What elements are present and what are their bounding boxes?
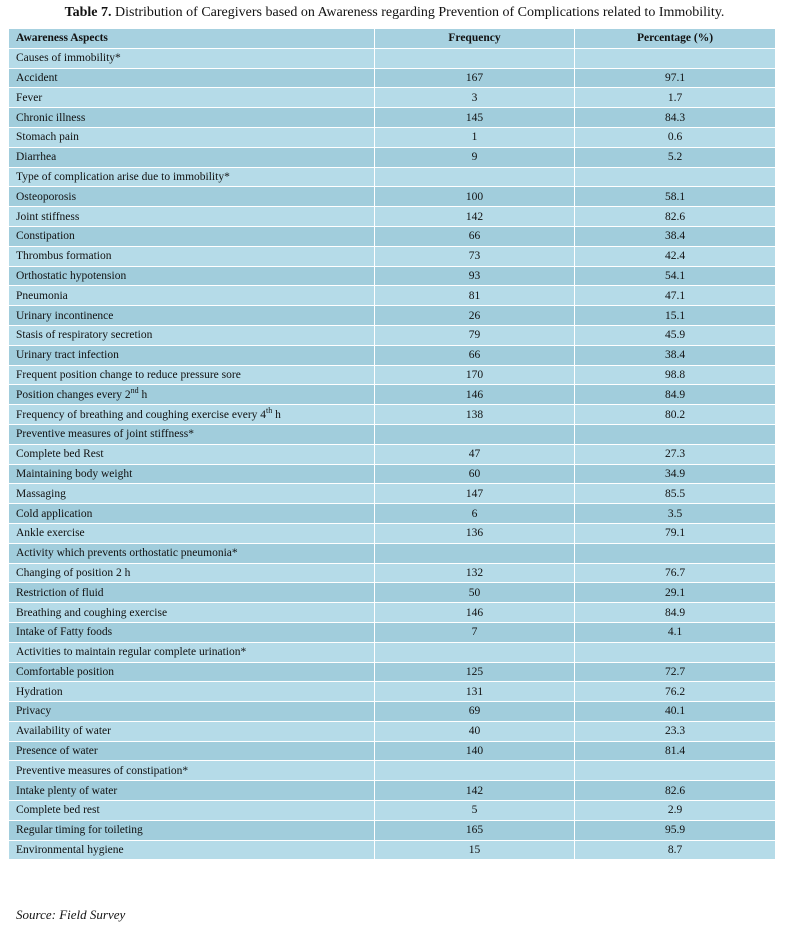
row-label bbox=[9, 108, 375, 128]
row-label bbox=[9, 306, 375, 326]
percentage-cell: 97.1 bbox=[575, 68, 776, 88]
row-label-text: Changing of position 2 h bbox=[16, 566, 131, 579]
row-label-text: Intake plenty of water bbox=[16, 784, 118, 797]
table-row bbox=[9, 642, 776, 662]
percentage-cell: 72.7 bbox=[575, 662, 776, 682]
frequency-cell: 40 bbox=[375, 721, 575, 741]
row-label-text: Activities to maintain regular complete urination* bbox=[16, 646, 247, 659]
percentage-cell bbox=[575, 48, 776, 68]
frequency-cell: 142 bbox=[375, 781, 575, 801]
percentage-cell: 4.1 bbox=[575, 622, 776, 642]
table-row bbox=[9, 702, 776, 722]
header-awareness-aspects: Awareness Aspects bbox=[9, 29, 375, 49]
row-label-text: Breathing and coughing exercise bbox=[16, 606, 168, 619]
percentage-cell: 98.8 bbox=[575, 365, 776, 385]
row-label-text: Maintaining body weight bbox=[16, 467, 133, 480]
frequency-cell: 132 bbox=[375, 563, 575, 583]
frequency-cell bbox=[375, 424, 575, 444]
table-row bbox=[9, 306, 776, 326]
row-label-text: Osteoporosis bbox=[16, 190, 77, 203]
percentage-cell: 27.3 bbox=[575, 444, 776, 464]
row-label-text: Hydration bbox=[16, 685, 63, 698]
percentage-cell: 40.1 bbox=[575, 702, 776, 722]
percentage-cell: 38.4 bbox=[575, 345, 776, 365]
percentage-cell bbox=[575, 167, 776, 187]
frequency-cell: 66 bbox=[375, 226, 575, 246]
row-label bbox=[9, 127, 375, 147]
row-label-text: Accident bbox=[16, 71, 58, 84]
source-note: Source: Field Survey bbox=[16, 907, 126, 922]
row-label-suffix: h bbox=[138, 388, 148, 401]
table-number: Table 7. bbox=[64, 5, 112, 20]
row-label-text: Complete bed Rest bbox=[16, 448, 104, 461]
row-label bbox=[9, 801, 375, 821]
frequency-cell: 140 bbox=[375, 741, 575, 761]
row-label bbox=[9, 405, 375, 425]
header-percentage: Percentage (%) bbox=[575, 29, 776, 49]
table-row bbox=[9, 405, 776, 425]
row-label bbox=[9, 167, 375, 187]
table-row bbox=[9, 543, 776, 563]
frequency-cell: 1 bbox=[375, 127, 575, 147]
table-body bbox=[9, 48, 776, 860]
frequency-cell: 142 bbox=[375, 207, 575, 227]
row-label-text: Orthostatic hypotension bbox=[16, 269, 127, 282]
frequency-cell bbox=[375, 761, 575, 781]
table-header-row bbox=[9, 29, 776, 49]
row-label bbox=[9, 702, 375, 722]
frequency-cell: 15 bbox=[375, 840, 575, 860]
frequency-cell: 60 bbox=[375, 464, 575, 484]
table-row bbox=[9, 167, 776, 187]
table-row bbox=[9, 246, 776, 266]
row-label bbox=[9, 820, 375, 840]
table-row bbox=[9, 127, 776, 147]
row-label-text: Restriction of fluid bbox=[16, 586, 104, 599]
frequency-cell: 26 bbox=[375, 306, 575, 326]
row-label bbox=[9, 187, 375, 207]
frequency-cell: 165 bbox=[375, 820, 575, 840]
row-label bbox=[9, 424, 375, 444]
frequency-cell: 146 bbox=[375, 385, 575, 405]
frequency-cell: 50 bbox=[375, 583, 575, 603]
table-row bbox=[9, 207, 776, 227]
row-label-text: Regular timing for toileting bbox=[16, 824, 143, 837]
row-label bbox=[9, 325, 375, 345]
frequency-cell: 5 bbox=[375, 801, 575, 821]
row-label bbox=[9, 147, 375, 167]
percentage-cell: 81.4 bbox=[575, 741, 776, 761]
row-label-text: Ankle exercise bbox=[16, 527, 85, 540]
header-frequency: Frequency bbox=[375, 29, 575, 49]
row-label bbox=[9, 385, 375, 405]
row-label bbox=[9, 504, 375, 524]
row-label-text: Activity which prevents orthostatic pneumonia* bbox=[16, 547, 238, 560]
awareness-table bbox=[8, 28, 776, 860]
table-row bbox=[9, 721, 776, 741]
frequency-cell: 145 bbox=[375, 108, 575, 128]
frequency-cell: 136 bbox=[375, 523, 575, 543]
percentage-cell: 42.4 bbox=[575, 246, 776, 266]
percentage-cell: 58.1 bbox=[575, 187, 776, 207]
frequency-cell: 66 bbox=[375, 345, 575, 365]
row-label bbox=[9, 207, 375, 227]
row-label-superscript: th bbox=[266, 405, 273, 415]
row-label-suffix: h bbox=[272, 408, 281, 421]
row-label bbox=[9, 603, 375, 623]
percentage-cell: 2.9 bbox=[575, 801, 776, 821]
percentage-cell: 5.2 bbox=[575, 147, 776, 167]
table-row bbox=[9, 603, 776, 623]
row-label bbox=[9, 682, 375, 702]
table-row bbox=[9, 266, 776, 286]
frequency-cell bbox=[375, 167, 575, 187]
percentage-cell: 84.9 bbox=[575, 603, 776, 623]
percentage-cell: 82.6 bbox=[575, 207, 776, 227]
table-row bbox=[9, 48, 776, 68]
row-label-text: Causes of immobility* bbox=[16, 52, 121, 65]
row-label-text: Cold application bbox=[16, 507, 93, 520]
row-label-text: Chronic illness bbox=[16, 111, 86, 124]
table-row bbox=[9, 761, 776, 781]
frequency-cell bbox=[375, 48, 575, 68]
row-label bbox=[9, 721, 375, 741]
frequency-cell: 146 bbox=[375, 603, 575, 623]
percentage-cell: 1.7 bbox=[575, 88, 776, 108]
table-row bbox=[9, 820, 776, 840]
row-label-text: Constipation bbox=[16, 230, 75, 243]
table-row bbox=[9, 622, 776, 642]
row-label-superscript: nd bbox=[130, 385, 139, 395]
row-label bbox=[9, 68, 375, 88]
row-label bbox=[9, 741, 375, 761]
row-label-text: Presence of water bbox=[16, 745, 98, 758]
row-label-text: Urinary incontinence bbox=[16, 309, 114, 322]
table-row bbox=[9, 504, 776, 524]
table-row bbox=[9, 88, 776, 108]
row-label-text: Privacy bbox=[16, 705, 52, 718]
table-row bbox=[9, 682, 776, 702]
row-label bbox=[9, 523, 375, 543]
percentage-cell: 76.7 bbox=[575, 563, 776, 583]
frequency-cell: 131 bbox=[375, 682, 575, 702]
table-row bbox=[9, 108, 776, 128]
percentage-cell: 82.6 bbox=[575, 781, 776, 801]
row-label-text: Availability of water bbox=[16, 725, 111, 738]
table-row bbox=[9, 444, 776, 464]
row-label bbox=[9, 266, 375, 286]
percentage-cell bbox=[575, 761, 776, 781]
percentage-cell: 34.9 bbox=[575, 464, 776, 484]
row-label-text: Intake of Fatty foods bbox=[16, 626, 113, 639]
row-label-text: Diarrhea bbox=[16, 151, 57, 164]
row-label bbox=[9, 583, 375, 603]
frequency-cell: 170 bbox=[375, 365, 575, 385]
table-row bbox=[9, 187, 776, 207]
percentage-cell: 29.1 bbox=[575, 583, 776, 603]
table-row bbox=[9, 662, 776, 682]
row-label-text: Thrombus formation bbox=[16, 250, 112, 263]
table-row bbox=[9, 68, 776, 88]
row-label-text: Environmental hygiene bbox=[16, 844, 124, 857]
frequency-cell: 93 bbox=[375, 266, 575, 286]
percentage-cell: 79.1 bbox=[575, 523, 776, 543]
frequency-cell: 147 bbox=[375, 484, 575, 504]
row-label-text: Pneumonia bbox=[16, 289, 68, 302]
row-label bbox=[9, 88, 375, 108]
percentage-cell: 54.1 bbox=[575, 266, 776, 286]
frequency-cell: 167 bbox=[375, 68, 575, 88]
row-label bbox=[9, 365, 375, 385]
row-label-text: Joint stiffness bbox=[16, 210, 80, 223]
table-row bbox=[9, 226, 776, 246]
table-row bbox=[9, 484, 776, 504]
frequency-cell: 73 bbox=[375, 246, 575, 266]
percentage-cell: 84.3 bbox=[575, 108, 776, 128]
table-row bbox=[9, 365, 776, 385]
row-label-text: Massaging bbox=[16, 487, 66, 500]
table-caption bbox=[0, 4, 789, 22]
table-row bbox=[9, 801, 776, 821]
frequency-cell: 138 bbox=[375, 405, 575, 425]
percentage-cell: 45.9 bbox=[575, 325, 776, 345]
percentage-cell: 3.5 bbox=[575, 504, 776, 524]
frequency-cell: 6 bbox=[375, 504, 575, 524]
table-row bbox=[9, 563, 776, 583]
table-row bbox=[9, 147, 776, 167]
row-label-text: Preventive measures of constipation* bbox=[16, 764, 189, 777]
table-row bbox=[9, 583, 776, 603]
row-label-text: Frequency of breathing and coughing exercise every 4 bbox=[16, 408, 267, 421]
row-label bbox=[9, 345, 375, 365]
row-label bbox=[9, 464, 375, 484]
table-row bbox=[9, 424, 776, 444]
row-label-text: Comfortable position bbox=[16, 665, 115, 678]
percentage-cell: 38.4 bbox=[575, 226, 776, 246]
row-label bbox=[9, 761, 375, 781]
table-row bbox=[9, 325, 776, 345]
frequency-cell: 7 bbox=[375, 622, 575, 642]
row-label bbox=[9, 662, 375, 682]
percentage-cell bbox=[575, 642, 776, 662]
frequency-cell: 9 bbox=[375, 147, 575, 167]
row-label bbox=[9, 543, 375, 563]
row-label bbox=[9, 48, 375, 68]
table-row bbox=[9, 286, 776, 306]
frequency-cell: 79 bbox=[375, 325, 575, 345]
frequency-cell: 47 bbox=[375, 444, 575, 464]
table-row bbox=[9, 781, 776, 801]
frequency-cell: 69 bbox=[375, 702, 575, 722]
frequency-cell: 81 bbox=[375, 286, 575, 306]
percentage-cell bbox=[575, 543, 776, 563]
frequency-cell: 125 bbox=[375, 662, 575, 682]
percentage-cell: 84.9 bbox=[575, 385, 776, 405]
row-label-text: Type of complication arise due to immobility* bbox=[16, 170, 230, 183]
percentage-cell: 76.2 bbox=[575, 682, 776, 702]
row-label-text: Stasis of respiratory secretion bbox=[16, 329, 153, 342]
table-row bbox=[9, 385, 776, 405]
row-label-text: Preventive measures of joint stiffness* bbox=[16, 428, 195, 441]
table-row bbox=[9, 523, 776, 543]
table-row bbox=[9, 464, 776, 484]
percentage-cell: 47.1 bbox=[575, 286, 776, 306]
percentage-cell: 8.7 bbox=[575, 840, 776, 860]
table-title: Distribution of Caregivers based on Awareness regarding Prevention of Complications related to Immobility. bbox=[115, 5, 725, 20]
percentage-cell: 23.3 bbox=[575, 721, 776, 741]
row-label-text: Complete bed rest bbox=[16, 804, 100, 817]
row-label bbox=[9, 484, 375, 504]
percentage-cell: 0.6 bbox=[575, 127, 776, 147]
table-row bbox=[9, 741, 776, 761]
percentage-cell: 85.5 bbox=[575, 484, 776, 504]
row-label bbox=[9, 444, 375, 464]
frequency-cell: 100 bbox=[375, 187, 575, 207]
percentage-cell: 95.9 bbox=[575, 820, 776, 840]
row-label bbox=[9, 781, 375, 801]
row-label bbox=[9, 642, 375, 662]
percentage-cell: 15.1 bbox=[575, 306, 776, 326]
row-label-text: Stomach pain bbox=[16, 131, 79, 144]
row-label bbox=[9, 226, 375, 246]
row-label-text: Urinary tract infection bbox=[16, 349, 119, 362]
table-row bbox=[9, 345, 776, 365]
row-label-text: Fever bbox=[16, 91, 43, 104]
row-label-text: Frequent position change to reduce pressure sore bbox=[16, 368, 241, 381]
table-row bbox=[9, 840, 776, 860]
frequency-cell bbox=[375, 543, 575, 563]
row-label bbox=[9, 246, 375, 266]
row-label bbox=[9, 622, 375, 642]
frequency-cell bbox=[375, 642, 575, 662]
row-label bbox=[9, 286, 375, 306]
row-label-text: Position changes every 2 bbox=[16, 388, 131, 401]
row-label bbox=[9, 840, 375, 860]
row-label bbox=[9, 563, 375, 583]
percentage-cell bbox=[575, 424, 776, 444]
frequency-cell: 3 bbox=[375, 88, 575, 108]
percentage-cell: 80.2 bbox=[575, 405, 776, 425]
